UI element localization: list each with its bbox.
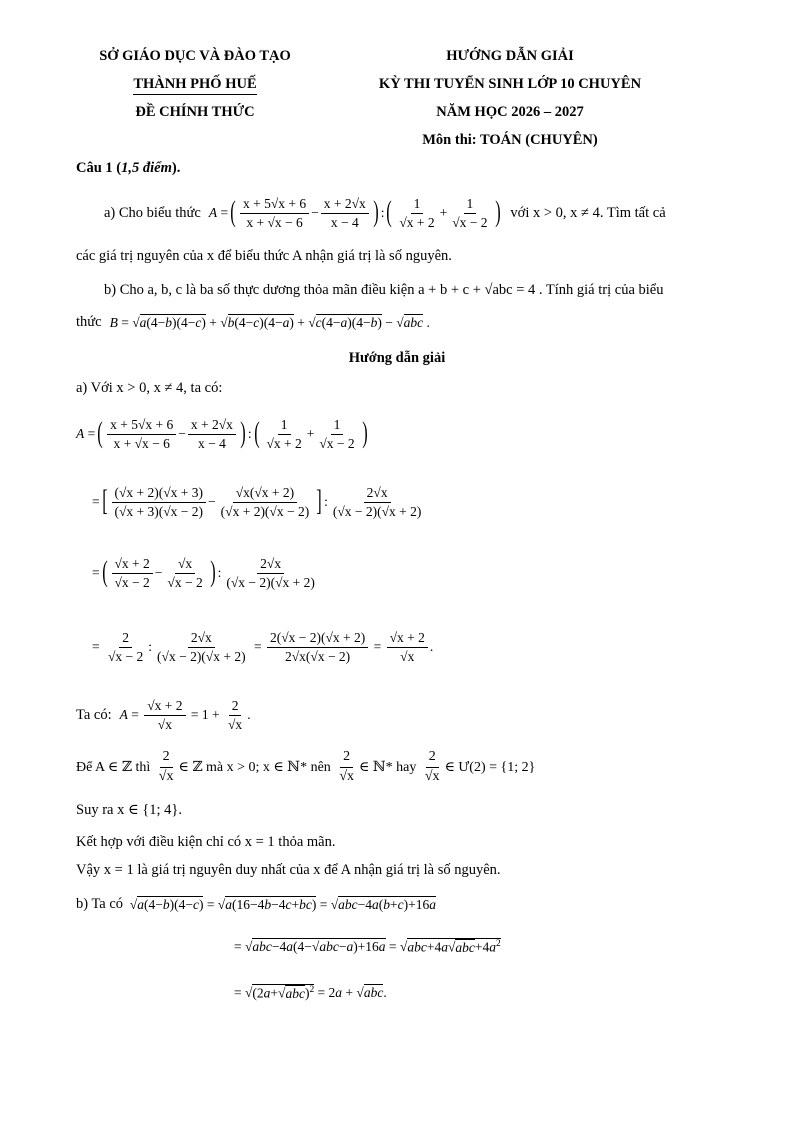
school-year: NĂM HỌC 2026 – 2027	[436, 104, 584, 120]
solution-title: Hướng dẫn giải	[348, 350, 446, 366]
question-label-text: Câu 1 (	[76, 160, 122, 176]
suy-ra-line: Suy ra x ∈ {1; 4}.	[76, 802, 183, 818]
step-3: = ( $\frac{√x + 2}{√x - 2}$ − $\frac{√x}{√x - 2}$ ) : $\frac{2√x}{(√x - 2)(√x + 2)}$	[92, 555, 315, 590]
de-prefix: Để A ∈ ℤ thì	[76, 759, 151, 775]
part-b-step-2: = √ abc−4a(4−√abc−a)+16a = √ $abc+4a√abc+4a^2$	[234, 938, 501, 955]
de-end: ∈ Ư(2) = {1; 2}	[444, 759, 536, 775]
question-label	[76, 160, 180, 177]
city-name	[80, 76, 310, 95]
expression-A: A = ( $\frac{x + 5√x + 6}{x + √x - 6}$ − $\frac{x + 2√x}{x - 4}$ ) : ( $\frac{1}{√x + 2}$ + $\frac{1}{√x - 2}$ )	[208, 195, 501, 230]
part-b-step-1: b) Ta có √ a(4−b)(4−c) = √ a(16−4b−4c+bc) = √ abc−4a(b+c)+16a	[76, 896, 436, 912]
part-b-statement: b) Cho a, b, c là ba số thực dương thỏa mãn điều kiện a + b + c + √abc = 4 . Tính giá trị của biểu	[104, 282, 664, 298]
subject: Môn thi: TOÁN (CHUYÊN)	[422, 132, 598, 148]
step-4: = $\frac{2}{√x - 2}$ : $\frac{2√x}{(√x - 2)(√x + 2)}$ = $\frac{2(√x - 2)(√x + 2)}{2√x(√x - 2)}$ = $\frac{√x + 2}{√x}$ .	[92, 629, 434, 664]
solution-a-intro: a) Với x > 0, x ≠ 4, ta có:	[76, 380, 223, 396]
part-b-prefix: thức	[76, 314, 102, 330]
part-b-expression	[76, 314, 430, 331]
doc-title: HƯỚNG DẪN GIẢI	[446, 48, 574, 64]
conclusion-line: Vậy x = 1 là giá trị nguyên duy nhất của x để A nhận giá trị là số nguyên.	[76, 862, 501, 878]
city-name-text: THÀNH PHỐ HUẾ	[133, 76, 256, 95]
part-a-intro: a) Cho biểu thức	[104, 204, 201, 221]
part-b-step-3: = √ $(2a+√abc)^2$ = 2 a + √ abc .	[234, 984, 387, 1001]
part-a-condition: với x > 0, x ≠ 4. Tìm tất cả	[510, 204, 666, 221]
de-mid1: ∈ ℤ mà x > 0; x ∈ ℕ* nên	[178, 759, 331, 775]
expression-B: B = √ a(4−b)(4−c) + √ b(4−c)(4−a) + √ c(4−a)(4−b) − √ abc .	[109, 314, 430, 330]
step-2: = [ $\frac{(√x + 2)(√x + 3)}{(√x + 3)(√x - 2)}$ − $\frac{√x(√x + 2)}{(√x + 2)(√x - 2)}$ ] : $\frac{2√x}{(√x - 2)(√x + 2)}$	[92, 484, 422, 519]
official-label: ĐỀ CHÍNH THỨC	[135, 104, 255, 120]
integer-condition-line: Để A ∈ ℤ thì $\frac{2}{√x}$ ∈ ℤ mà x > 0; x ∈ ℕ* nên $\frac{2}{√x}$ ∈ ℕ* hay $\frac{2}{√x}$ ∈ Ư(2) = {1; 2}	[76, 749, 536, 784]
question-label-end: ).	[171, 160, 181, 176]
de-mid2: ∈ ℕ* hay	[359, 759, 417, 775]
step-1: A = ( $\frac{x + 5√x + 6}{x + √x - 6}$ − $\frac{x + 2√x}{x - 4}$ ) : ( $\frac{1}{√x + 2}$ + $\frac{1}{√x - 2}$ )	[76, 416, 368, 451]
part-a-expression	[104, 188, 666, 238]
A-simplified: A = $\frac{√x + 2}{√x}$ = 1 + $\frac{2}{√x}$ .	[119, 697, 251, 732]
part-a-continued: các giá trị nguyên của x để biểu thức A nhận giá trị là số nguyên.	[76, 248, 452, 264]
question-points: 1,5 điểm	[121, 160, 172, 176]
exam-name: KỲ THI TUYỂN SINH LỚP 10 CHUYÊN	[378, 76, 642, 92]
ket-hop-line: Kết hợp với điều kiện chỉ có x = 1 thỏa mãn.	[76, 834, 336, 850]
ta-co-label: Ta có:	[76, 706, 112, 723]
ta-co-line	[76, 692, 251, 738]
department-name: SỞ GIÁO DỤC VÀ ĐÀO TẠO	[99, 48, 291, 64]
b-intro: b) Ta có	[76, 896, 124, 912]
